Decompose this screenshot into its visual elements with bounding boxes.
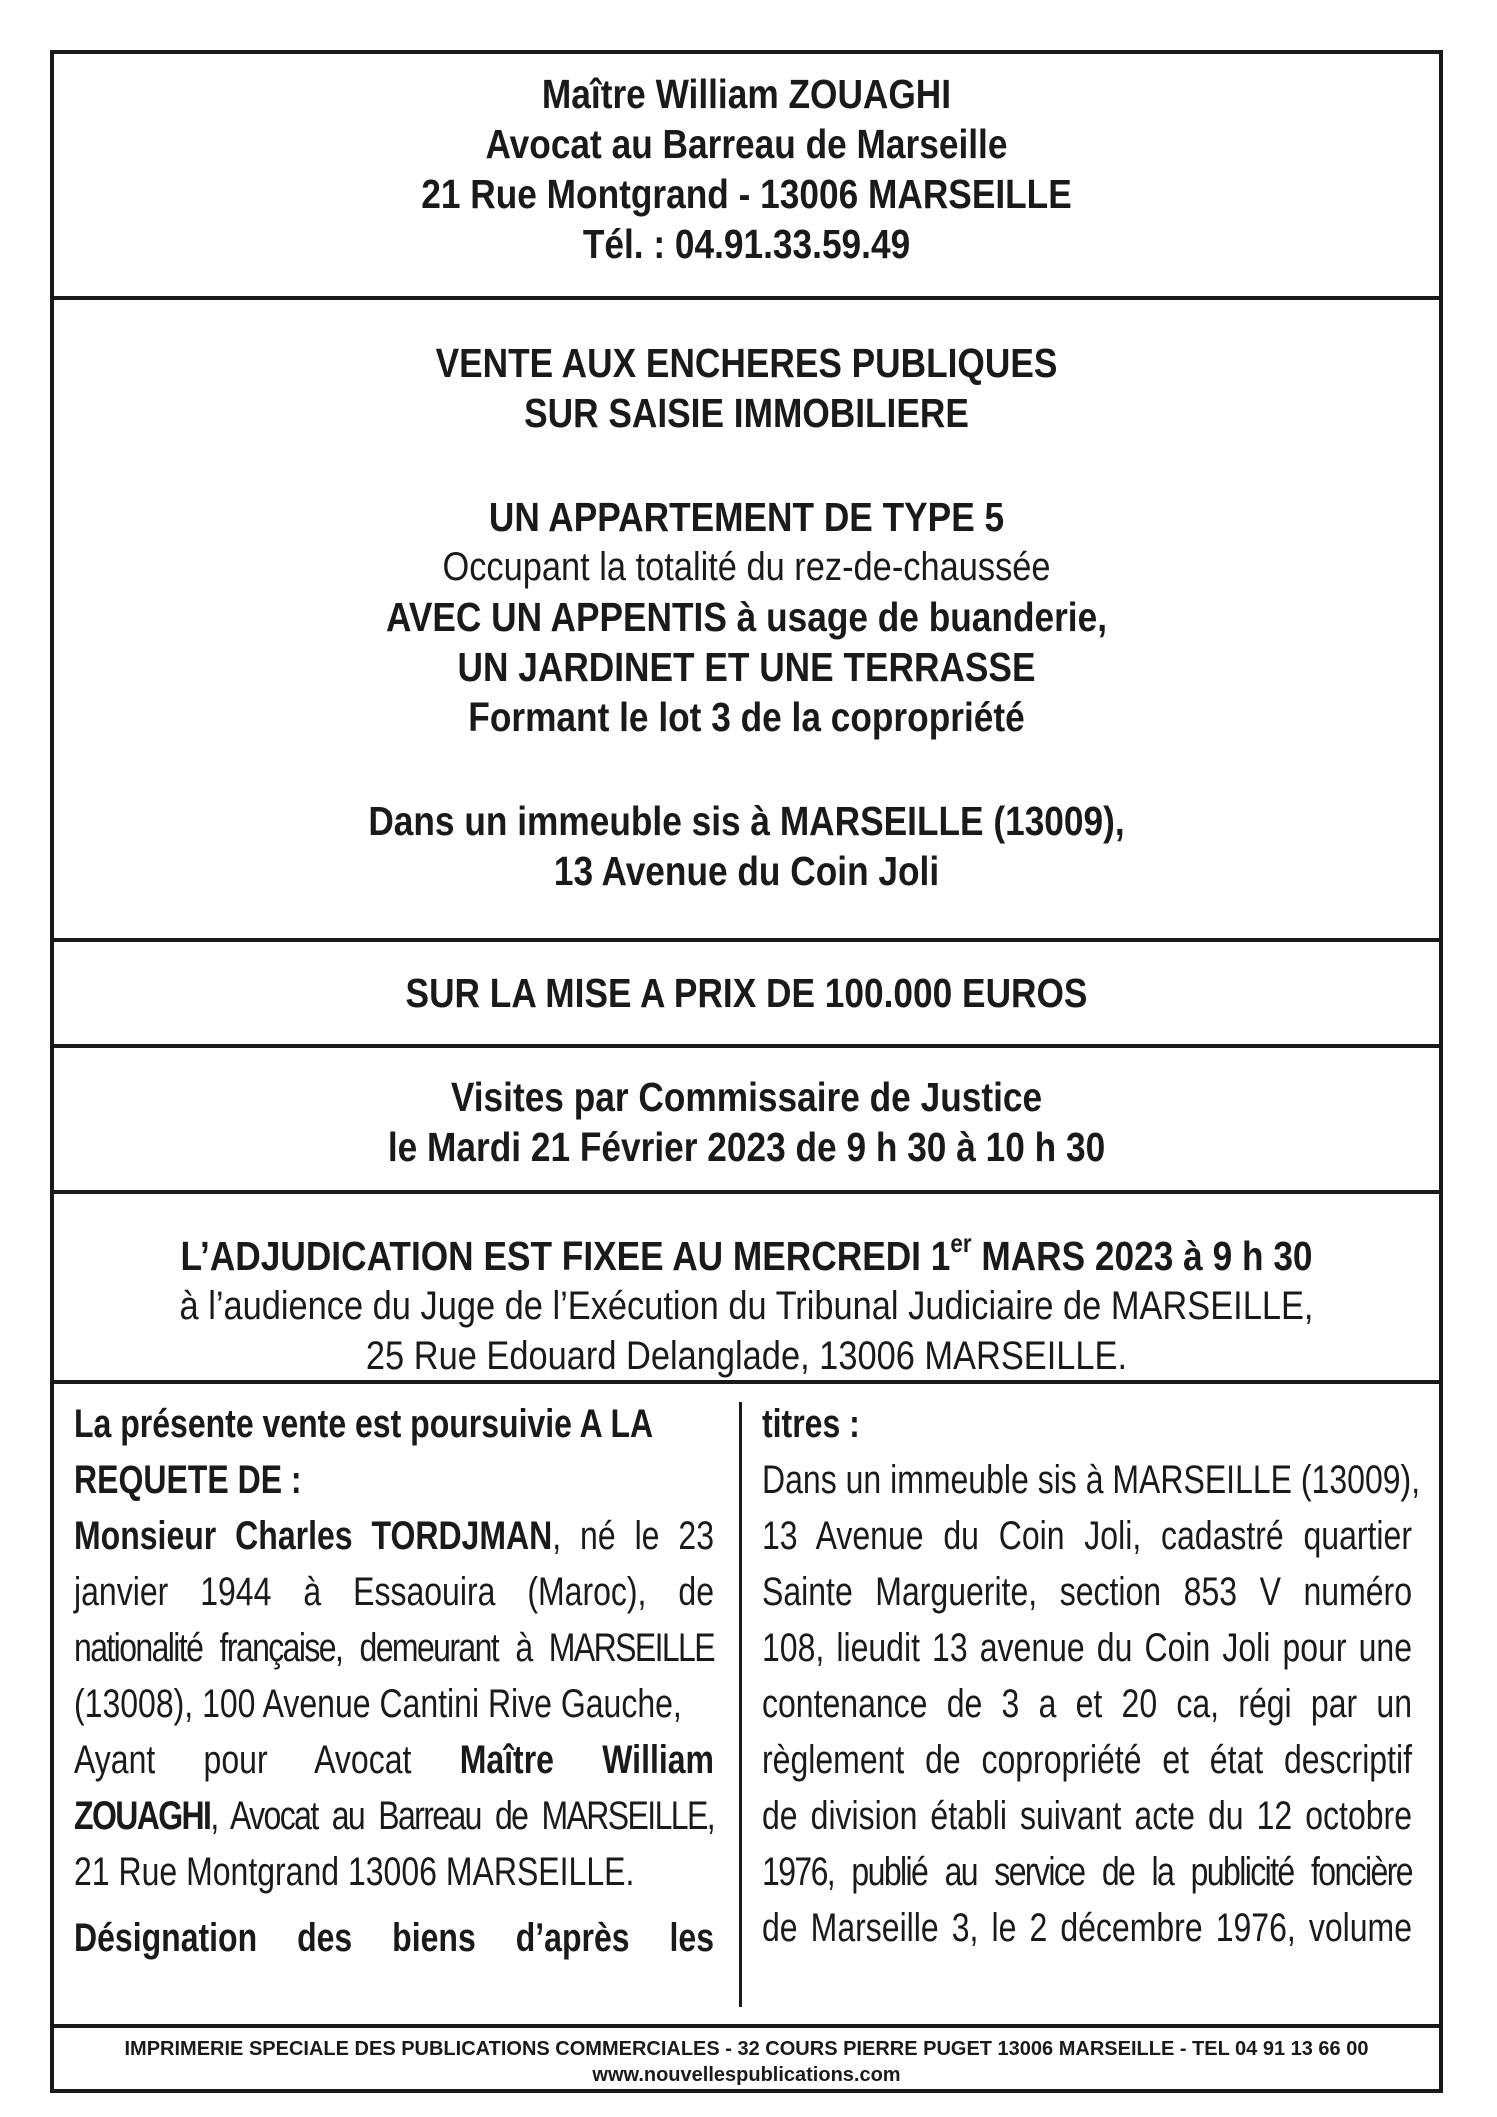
lawyer-phone: Tél. : 04.91.33.59.49 [582,221,911,267]
adjudication-headline-a: L’ADJUDICATION EST FIXEE AU MERCREDI 1 [180,1233,951,1279]
lawyer-name: Maître William ZOUAGHI [541,71,952,117]
party-line2: janvier 1944 à Essaouira (Maroc), de [74,1570,714,1614]
counsel-rest: , Avocat au Barreau de MARSEILLE, [210,1794,714,1838]
titles-line: contenance de 3 a et 20 ca, régi par un [762,1682,1412,1726]
column-divider [739,1402,742,2007]
request-heading-l1: La présente vente est poursuivie A LA [74,1402,654,1446]
titles-line: de division établi suivant acte du 12 octobre [762,1794,1412,1838]
appentis [151,592,1342,642]
counsel-name-a: Maître William [459,1738,714,1782]
adjudication-headline-sup: er [950,1228,972,1258]
titles-line: 13 Avenue du Coin Joli, cadastré quartier [762,1514,1412,1558]
starting-price [54,942,1439,1048]
counsel-line1 [74,1732,714,1788]
property-type: UN APPARTEMENT DE TYPE 5 [488,494,1005,540]
designation: Désignation des biens d’après les [74,1916,714,1960]
titles-line: Dans un immeuble sis à MARSEILLE (13009), [762,1458,1421,1502]
visits-line1: Visites par Commissaire de Justice [450,1074,1043,1120]
lawyer-bar: Avocat au Barreau de Marseille [485,121,1008,167]
sale-description [54,300,1439,942]
party-line1-rest: , né le 23 [552,1514,714,1558]
left-column [74,1396,714,1966]
location-line2: 13 Avenue du Coin Joli [553,848,940,894]
titles-line: de Marseille 3, le 2 décembre 1976, volume [762,1906,1412,1950]
sale-title-line1: VENTE AUX ENCHERES PUBLIQUES [435,340,1058,386]
adjudication-headline-b: MARS 2023 à 9 h 30 [971,1233,1313,1279]
titles-line: 108, lieudit 13 avenue du Coin Joli pour une [762,1626,1412,1670]
party-line4: (13008), 100 Avenue Cantini Rive Gauche, [74,1682,682,1726]
counsel-prefix: Ayant pour Avocat [74,1738,460,1782]
adjudication [54,1194,1439,1384]
lot: Formant le lot 3 de la copropriété [468,694,1025,740]
right-column [762,1396,1421,1956]
titles-heading: titres : [762,1402,860,1446]
garden: UN JARDINET ET UNE TERRASSE [457,644,1036,690]
notice-frame [50,50,1443,2093]
counsel-address: 21 Rue Montgrand 13006 MARSEILLE. [74,1850,635,1894]
adjudication-line3: 25 Rue Edouard Delanglade, 13006 MARSEILLE. [365,1334,1128,1378]
printer-info: IMPRIMERIE SPECIALE DES PUBLICATIONS COMMERCIALES - 32 COURS PIERRE PUGET 13006 MARSEILLE - TEL 04 91 13 66 00 [124,2038,1369,2060]
adjudication-line2: à l’audience du Juge de l’Exécution du Tribunal Judiciaire de MARSEILLE, [179,1284,1314,1328]
titles-line: règlement de copropriété et état descriptif [762,1738,1412,1782]
visits-line2: le Mardi 21 Février 2023 de 9 h 30 à 10 h 30 [387,1124,1106,1170]
titles-line: 1976, publié au service de la publicité foncière [762,1850,1412,1894]
occupancy: Occupant la totalité du rez-de-chaussée [442,545,1051,589]
sale-title-line2: SUR SAISIE IMMOBILIERE [524,390,969,436]
price-text: SUR LA MISE A PRIX DE 100.000 EUROS [405,970,1088,1016]
party-name: Monsieur Charles TORDJMAN [74,1514,553,1558]
printer-footer [54,2024,1439,2088]
party-line3: nationalité française, demeurant à MARSEILLE [74,1626,714,1670]
adjudication-headline [151,1218,1342,1281]
lawyer-header [54,54,1439,300]
printer-website[interactable]: www.nouvellespublications.com [592,2064,901,2086]
party-line1 [74,1508,714,1564]
appentis-rest: à usage de buanderie, [726,594,1108,640]
request-heading-l2: REQUETE DE : [74,1458,302,1502]
titles-line: Sainte Marguerite, section 853 V numéro [762,1570,1412,1614]
body-columns [54,1384,1439,2024]
counsel-line2 [74,1788,714,1844]
counsel-name-b: ZOUAGHI [74,1794,211,1838]
location-line1: Dans un immeuble sis à MARSEILLE (13009), [368,798,1125,844]
lawyer-address: 21 Rue Montgrand - 13006 MARSEILLE [421,171,1072,217]
visits [54,1048,1439,1194]
appentis-bold: AVEC UN APPENTIS [385,594,727,640]
